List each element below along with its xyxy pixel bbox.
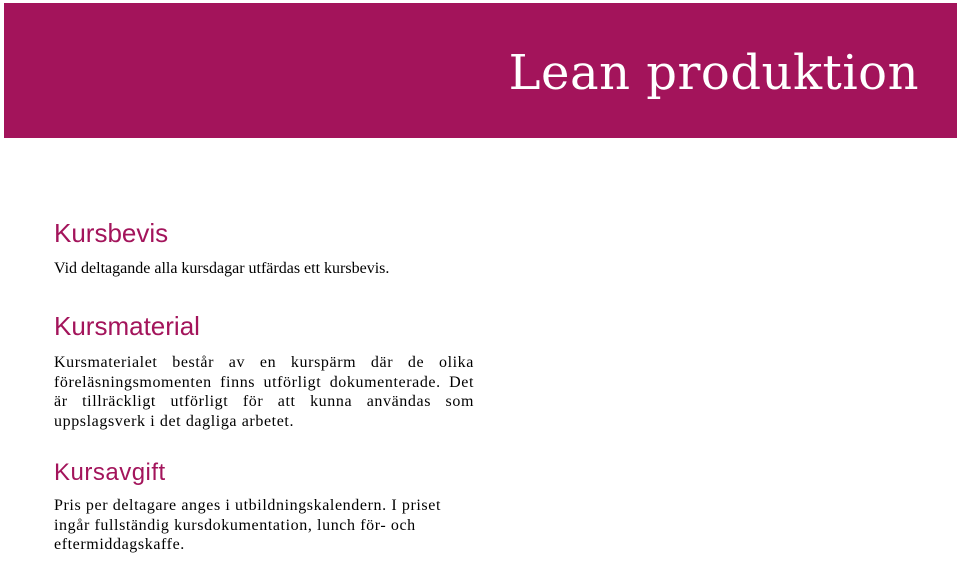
content-column xyxy=(54,218,474,555)
section-heading-kursbevis: Kursbevis xyxy=(54,218,169,248)
section-heading-kursmaterial: Kursmaterial xyxy=(54,311,200,341)
section-text-kursbevis: Vid deltagande alla kursdagar utfärdas ett kursbevis. xyxy=(54,260,390,277)
page-title: Lean produktion xyxy=(508,45,919,101)
section-heading-kursavgift: Kursavgift xyxy=(54,459,166,486)
section-kursavgift xyxy=(54,458,474,555)
section-kursmaterial xyxy=(54,311,474,431)
header-banner xyxy=(4,3,957,138)
section-text-kursavgift: Pris per deltagare anges i utbildningskalendern. I priset ingår fullständig kursdokumentation, lunch för- och eftermiddagskaffe. xyxy=(54,497,441,553)
section-kursbevis xyxy=(54,218,474,278)
section-text-kursmaterial: Kursmaterialet består av en kurspärm där de olika föreläsningsmomenten finns utförligt dokumenterade. Det är tillräckligt utförligt för att kunna användas som uppslagsverk i det dagliga arbetet. xyxy=(54,354,474,430)
